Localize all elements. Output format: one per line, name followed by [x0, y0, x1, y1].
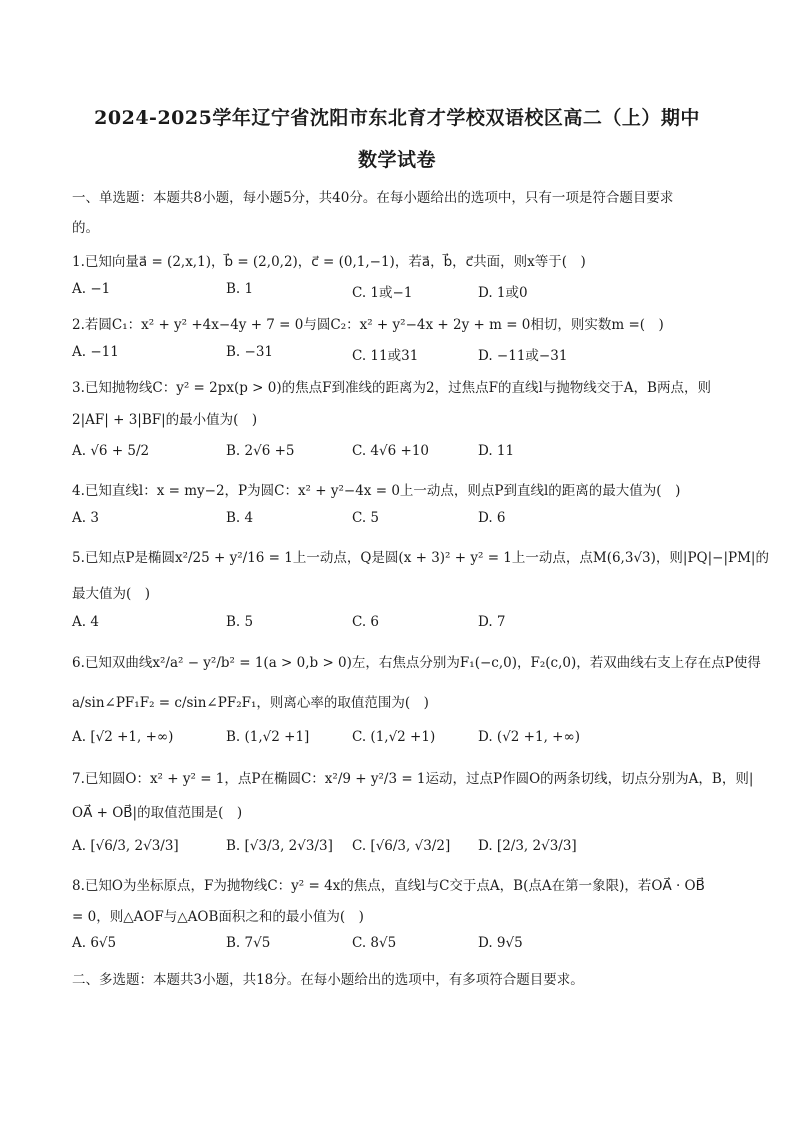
question-4-option-b: B. 4: [226, 510, 254, 526]
question-5-option-a: A. 4: [72, 614, 99, 630]
question-2-option-a: A. −11: [72, 344, 119, 360]
question-1-option-d: D. 1或0: [478, 285, 528, 301]
question-7-option-d: D. [2/3, 2√3/3]: [478, 838, 577, 854]
question-5-option-b: B. 5: [226, 614, 254, 630]
question-8-stem-cont: = 0，则△AOF与△AOB面积之和的最小值为( ): [72, 909, 364, 925]
question-3-option-d: D. 11: [478, 443, 515, 459]
section2-heading: 二、多选题：本题共3小题，共18分。在每小题给出的选项中，有多项符合题目要求。: [72, 972, 584, 988]
question-6-option-a: A. [√2 +1, +∞): [72, 729, 174, 745]
question-6-option-d: D. (√2 +1, +∞): [478, 729, 580, 745]
question-3-stem: 3.已知抛物线C：y² = 2px(p > 0)的焦点F到准线的距离为2，过焦点F的直线l与抛物线交于A，B两点，则: [72, 380, 711, 396]
question-6-stem: 6.已知双曲线x²/a² − y²/b² = 1(a > 0,b > 0)左，右焦点分别为F₁(−c,0)，F₂(c,0)，若双曲线右支上存在点P使得: [72, 655, 761, 671]
question-8-option-a: A. 6√5: [72, 935, 117, 951]
section1-heading-cont: 的。: [72, 220, 99, 236]
question-8-option-d: D. 9√5: [478, 935, 523, 951]
question-8-stem: 8.已知O为坐标原点，F为抛物线C：y² = 4x的焦点，直线l与C交于点A，B(点A在第一象限)，若OA⃗ · OB⃗: [72, 878, 705, 894]
question-6-option-c: C. (1,√2 +1): [352, 729, 436, 745]
question-6-option-b: B. (1,√2 +1]: [226, 729, 310, 745]
question-4-option-c: C. 5: [352, 510, 380, 526]
question-1-option-a: A. −1: [72, 281, 111, 297]
question-7-option-a: A. [√6/3, 2√3/3]: [72, 838, 179, 854]
question-7-option-c: C. [√6/3, √3/2]: [352, 838, 451, 854]
exam-title-line2: 数学试卷: [357, 149, 436, 171]
question-5-stem-cont: 最大值为( ): [72, 586, 151, 602]
section1-heading: 一、单选题：本题共8小题，每小题5分，共40分。在每小题给出的选项中，只有一项是符合题目要求: [72, 190, 674, 206]
question-4-option-a: A. 3: [72, 510, 99, 526]
question-2-option-c: C. 11或31: [352, 348, 419, 364]
question-6-stem-cont: a/sin∠PF₁F₂ = c/sin∠PF₂F₁，则离心率的取值范围为( ): [72, 695, 429, 711]
question-5-stem: 5.已知点P是椭圆x²/25 + y²/16 = 1上一动点，Q是圆(x + 3)² + y² = 1上一动点，点M(6,3√3)，则|PQ|−|PM|的: [72, 550, 769, 566]
question-2-option-d: D. −11或−31: [478, 348, 568, 364]
question-4-option-d: D. 6: [478, 510, 506, 526]
question-4-stem: 4.已知直线l：x = my−2，P为圆C：x² + y²−4x = 0上一动点，则点P到直线l的距离的最大值为( ): [72, 483, 681, 499]
question-3-stem-cont: 2|AF| + 3|BF|的最小值为( ): [72, 412, 258, 428]
question-1-stem: 1.已知向量a⃗ = (2,x,1)，b⃗ = (2,0,2)，c⃗ = (0,1,−1)，若a⃗，b⃗，c⃗共面，则x等于( ): [72, 254, 586, 270]
question-2-stem: 2.若圆C₁：x² + y² +4x−4y + 7 = 0与圆C₂：x² + y²−4x + 2y + m = 0相切，则实数m =( ): [72, 317, 664, 333]
question-7-option-b: B. [√3/3, 2√3/3]: [226, 838, 333, 854]
question-1-option-c: C. 1或−1: [352, 285, 413, 301]
question-3-option-b: B. 2√6 +5: [226, 443, 295, 459]
question-8-option-c: C. 8√5: [352, 935, 397, 951]
question-2-option-b: B. −31: [226, 344, 273, 360]
question-5-option-d: D. 7: [478, 614, 506, 630]
question-3-option-a: A. √6 + 5/2: [72, 443, 150, 459]
question-3-option-c: C. 4√6 +10: [352, 443, 429, 459]
question-7-stem-cont: OA⃗ + OB⃗|的取值范围是( ): [72, 805, 243, 821]
exam-title-line1: 2024-2025学年辽宁省沈阳市东北育才学校双语校区高二（上）期中: [94, 107, 700, 129]
question-7-stem: 7.已知圆O：x² + y² = 1，点P在椭圆C：x²/9 + y²/3 = 1运动，过点P作圆O的两条切线，切点分别为A，B，则|: [72, 771, 754, 787]
question-5-option-c: C. 6: [352, 614, 380, 630]
question-1-option-b: B. 1: [226, 281, 254, 297]
question-8-option-b: B. 7√5: [226, 935, 271, 951]
